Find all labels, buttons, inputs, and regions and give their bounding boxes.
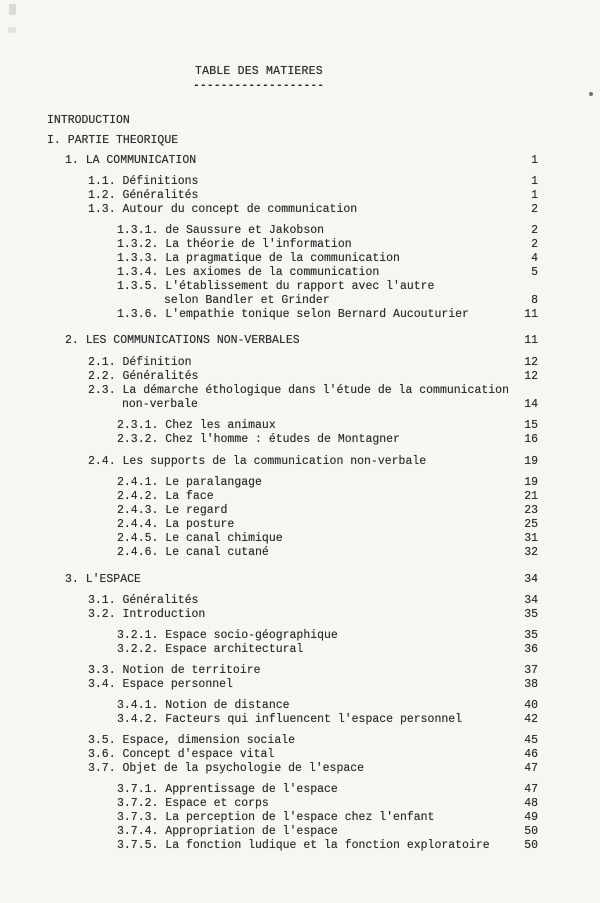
toc-entry xyxy=(0,546,600,560)
toc-entry xyxy=(0,455,600,469)
toc-entry-page: 47 xyxy=(524,762,538,775)
toc-entry-text: 2.3.1. Chez les animaux xyxy=(117,419,276,432)
toc-entry-text: 3.7.3. La perception de l'espace chez l'enfant xyxy=(117,811,435,824)
toc-entry xyxy=(0,419,600,433)
toc-entry xyxy=(0,370,600,384)
toc-entry xyxy=(0,629,600,643)
page-title: TABLE DES MATIERES xyxy=(195,65,323,78)
toc-entry xyxy=(0,356,600,370)
toc-entry-text: 1. LA COMMUNICATION xyxy=(65,154,197,167)
toc-entry-page: 40 xyxy=(524,699,538,712)
toc-entry-page: 32 xyxy=(524,546,538,559)
table-of-contents xyxy=(0,114,600,853)
toc-entry-text: selon Bandler et Grinder xyxy=(164,294,330,307)
toc-entry xyxy=(0,734,600,748)
scan-speck xyxy=(589,92,593,96)
toc-entry-page: 2 xyxy=(531,238,538,251)
toc-entry xyxy=(0,664,600,678)
toc-entry xyxy=(0,490,600,504)
toc-entry-text: 1.2. Généralités xyxy=(88,189,199,202)
toc-entry-text: 3.4.2. Facteurs qui influencent l'espace personnel xyxy=(117,713,463,726)
toc-entry-page: 12 xyxy=(524,370,538,383)
toc-entry-text: 3.2.1. Espace socio-géographique xyxy=(117,629,338,642)
toc-entry xyxy=(0,762,600,776)
toc-entry-page: 48 xyxy=(524,797,538,810)
toc-entry-text: 2.4.2. La face xyxy=(117,490,214,503)
toc-entry-page: 15 xyxy=(524,419,538,432)
toc-entry-text: 2. LES COMMUNICATIONS NON-VERBALES xyxy=(65,334,300,347)
toc-entry-text: 3. L'ESPACE xyxy=(65,573,141,586)
toc-entry xyxy=(0,252,600,266)
toc-entry-text: 1.3.1. de Saussure et Jakobson xyxy=(117,224,325,237)
toc-entry xyxy=(0,114,600,128)
toc-entry xyxy=(0,518,600,532)
toc-entry xyxy=(0,504,600,518)
toc-entry-text: 3.4. Espace personnel xyxy=(88,678,233,691)
toc-entry xyxy=(0,175,600,189)
toc-entry xyxy=(0,154,600,168)
toc-entry-page: 38 xyxy=(524,678,538,691)
toc-entry xyxy=(0,699,600,713)
toc-entry-text: 2.4. Les supports de la communication non-verbale xyxy=(88,455,427,468)
title-underline: ------------------- xyxy=(193,79,325,92)
toc-entry-page: 1 xyxy=(531,154,538,167)
toc-entry-text: 2.4.1. Le paralangage xyxy=(117,476,262,489)
toc-entry-text: 1.3. Autour du concept de communication xyxy=(88,203,358,216)
toc-entry xyxy=(0,398,600,412)
toc-entry xyxy=(0,189,600,203)
toc-entry-page: 11 xyxy=(524,308,538,321)
toc-entry-text: 2.4.4. La posture xyxy=(117,518,235,531)
toc-entry-page: 14 xyxy=(524,398,538,411)
toc-entry-page: 47 xyxy=(524,783,538,796)
toc-entry xyxy=(0,825,600,839)
toc-entry-page: 16 xyxy=(524,433,538,446)
toc-entry-text: 2.2. Généralités xyxy=(88,370,199,383)
toc-entry-page: 23 xyxy=(524,504,538,517)
toc-entry-page: 2 xyxy=(531,224,538,237)
toc-entry-text: 3.3. Notion de territoire xyxy=(88,664,261,677)
toc-entry xyxy=(0,433,600,447)
toc-entry xyxy=(0,713,600,727)
toc-entry xyxy=(0,384,600,398)
toc-entry xyxy=(0,532,600,546)
toc-entry-text: 1.3.5. L'établissement du rapport avec l'autre xyxy=(117,280,435,293)
toc-entry-page: 5 xyxy=(531,266,538,279)
toc-entry-page: 4 xyxy=(531,252,538,265)
toc-entry xyxy=(0,783,600,797)
toc-entry-page: 34 xyxy=(524,573,538,586)
toc-entry-text: non-verbale xyxy=(122,398,198,411)
toc-entry-text: 3.4.1. Notion de distance xyxy=(117,699,290,712)
toc-entry xyxy=(0,266,600,280)
toc-entry-page: 12 xyxy=(524,356,538,369)
toc-entry-page: 8 xyxy=(531,294,538,307)
toc-entry-page: 50 xyxy=(524,839,538,852)
toc-entry-text: 1.3.6. L'empathie tonique selon Bernard Aucouturier xyxy=(117,308,469,321)
toc-entry xyxy=(0,608,600,622)
toc-entry-page: 45 xyxy=(524,734,538,747)
toc-entry-text: 3.7.1. Apprentissage de l'espace xyxy=(117,783,338,796)
toc-entry-page: 25 xyxy=(524,518,538,531)
toc-entry-text: 3.7. Objet de la psychologie de l'espace xyxy=(88,762,365,775)
toc-entry-text: 3.7.4. Appropriation de l'espace xyxy=(117,825,338,838)
toc-entry-text: 2.1. Définition xyxy=(88,356,192,369)
toc-entry-text: I. PARTIE THEORIQUE xyxy=(47,134,179,147)
toc-entry-text: 3.6. Concept d'espace vital xyxy=(88,748,275,761)
toc-entry-page: 11 xyxy=(524,334,538,347)
toc-entry xyxy=(0,476,600,490)
toc-entry xyxy=(0,134,600,148)
toc-entry-text: 3.5. Espace, dimension sociale xyxy=(88,734,296,747)
toc-entry xyxy=(0,334,600,348)
toc-entry-text: 1.3.3. La pragmatique de la communication xyxy=(117,252,400,265)
toc-entry xyxy=(0,643,600,657)
toc-entry xyxy=(0,839,600,853)
toc-entry xyxy=(0,203,600,217)
toc-entry-page: 34 xyxy=(524,594,538,607)
toc-entry xyxy=(0,811,600,825)
toc-entry xyxy=(0,308,600,322)
toc-entry-page: 19 xyxy=(524,476,538,489)
toc-entry xyxy=(0,294,600,308)
toc-entry-text: 2.4.5. Le canal chimique xyxy=(117,532,283,545)
toc-entry-text: 3.2. Introduction xyxy=(88,608,206,621)
toc-entry-page: 50 xyxy=(524,825,538,838)
toc-entry-text: INTRODUCTION xyxy=(47,114,130,127)
toc-entry-text: 3.7.2. Espace et corps xyxy=(117,797,269,810)
toc-entry xyxy=(0,748,600,762)
toc-entry-page: 49 xyxy=(524,811,538,824)
toc-entry-page: 35 xyxy=(524,629,538,642)
scan-artifact xyxy=(8,27,16,33)
toc-entry-page: 21 xyxy=(524,490,538,503)
toc-entry-text: 3.1. Généralités xyxy=(88,594,199,607)
toc-entry-text: 3.2.2. Espace architectural xyxy=(117,643,304,656)
toc-entry-page: 42 xyxy=(524,713,538,726)
toc-entry-page: 35 xyxy=(524,608,538,621)
toc-entry-page: 46 xyxy=(524,748,538,761)
toc-entry-page: 31 xyxy=(524,532,538,545)
scan-artifact xyxy=(9,4,16,15)
toc-entry-page: 1 xyxy=(531,175,538,188)
toc-entry xyxy=(0,678,600,692)
toc-entry-page: 1 xyxy=(531,189,538,202)
toc-entry-text: 1.3.4. Les axiomes de la communication xyxy=(117,266,380,279)
toc-entry-text: 2.3.2. Chez l'homme : études de Montagner xyxy=(117,433,400,446)
toc-entry-text: 2.4.3. Le regard xyxy=(117,504,228,517)
toc-entry-page: 19 xyxy=(524,455,538,468)
toc-entry-page: 37 xyxy=(524,664,538,677)
toc-entry-text: 1.1. Définitions xyxy=(88,175,199,188)
toc-entry xyxy=(0,224,600,238)
toc-entry-page: 2 xyxy=(531,203,538,216)
toc-entry-text: 1.3.2. La théorie de l'information xyxy=(117,238,352,251)
toc-entry xyxy=(0,280,600,294)
toc-entry xyxy=(0,238,600,252)
toc-entry xyxy=(0,594,600,608)
toc-entry xyxy=(0,573,600,587)
toc-entry-text: 2.4.6. Le canal cutané xyxy=(117,546,269,559)
toc-entry-text: 2.3. La démarche éthologique dans l'étude de la communication xyxy=(88,384,509,397)
toc-entry xyxy=(0,797,600,811)
toc-entry-text: 3.7.5. La fonction ludique et la fonction exploratoire xyxy=(117,839,490,852)
toc-entry-page: 36 xyxy=(524,643,538,656)
